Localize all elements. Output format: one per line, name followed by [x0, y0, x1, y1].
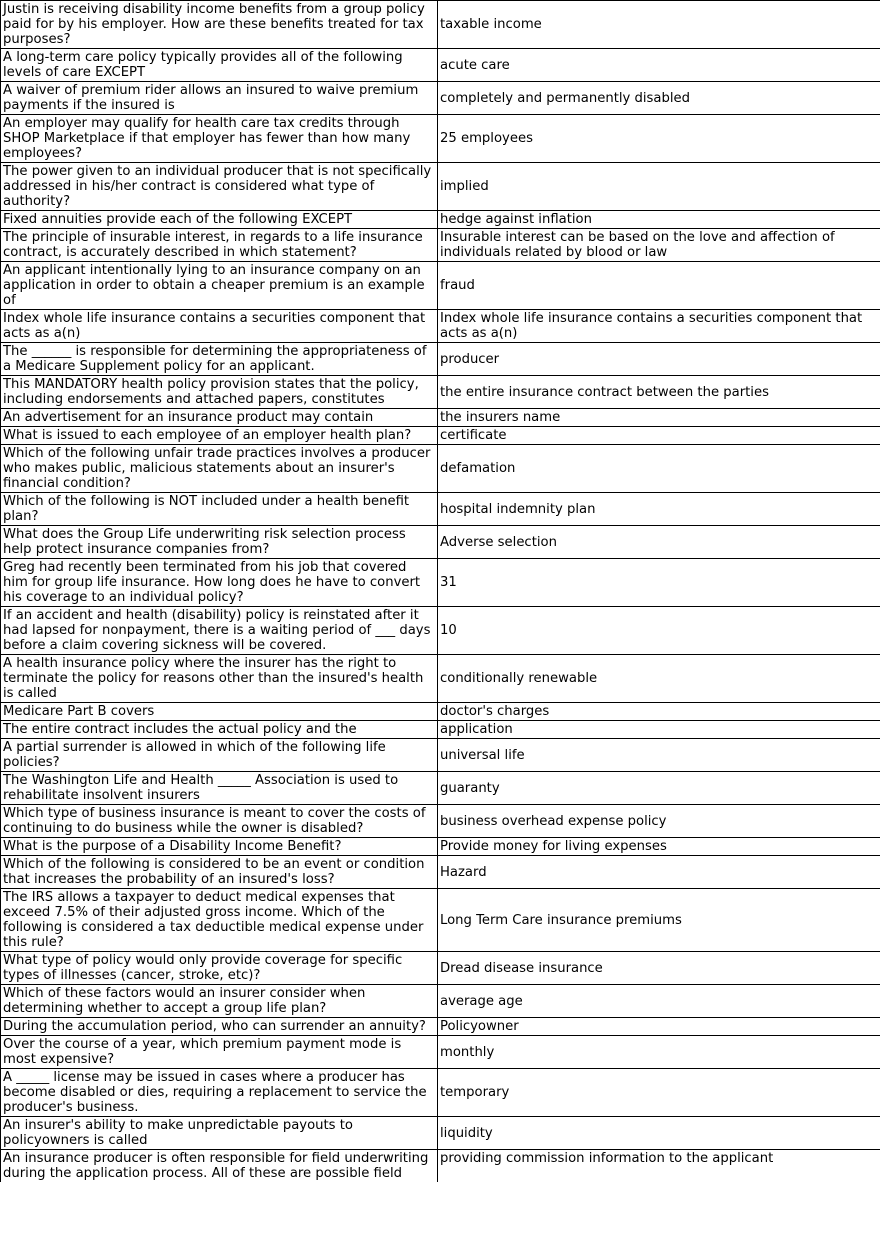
answer-cell: 31 — [438, 559, 880, 607]
table-row — [1, 115, 880, 163]
table-row — [1, 262, 880, 310]
answer-cell: conditionally renewable — [438, 655, 880, 703]
answer-cell: average age — [438, 985, 880, 1018]
question-cell: A health insurance policy where the insurer has the right to terminate the policy for reasons other than the insured's health is called — [1, 655, 438, 703]
question-cell: Justin is receiving disability income benefits from a group policy paid for by his employer. How are these benefits treated for tax purposes? — [1, 1, 438, 49]
question-cell: Which of the following is considered to be an event or condition that increases the probability of an insured's loss? — [1, 856, 438, 889]
question-cell: Greg had recently been terminated from his job that covered him for group life insurance. How long does he have to convert his coverage to an individual policy? — [1, 559, 438, 607]
question-cell: An applicant intentionally lying to an insurance company on an application in order to obtain a cheaper premium is an example of — [1, 262, 438, 310]
table-row — [1, 1, 880, 49]
question-cell: The entire contract includes the actual policy and the — [1, 721, 438, 739]
question-cell: This MANDATORY health policy provision states that the policy, including endorsements and attached papers, constitutes — [1, 376, 438, 409]
question-cell: Fixed annuities provide each of the following EXCEPT — [1, 211, 438, 229]
question-cell: Which of these factors would an insurer consider when determining whether to accept a group life plan? — [1, 985, 438, 1018]
table-row — [1, 739, 880, 772]
table-row — [1, 805, 880, 838]
question-cell: An insurer's ability to make unpredictable payouts to policyowners is called — [1, 1117, 438, 1150]
table-row — [1, 838, 880, 856]
answer-cell: the entire insurance contract between the parties — [438, 376, 880, 409]
answer-cell: Insurable interest can be based on the love and affection of individuals related by blood or law — [438, 229, 880, 262]
table-row — [1, 1018, 880, 1036]
question-cell: Which of the following is NOT included under a health benefit plan? — [1, 493, 438, 526]
table-row — [1, 211, 880, 229]
answer-cell: fraud — [438, 262, 880, 310]
question-cell: The principle of insurable interest, in regards to a life insurance contract, is accurately described in which statement? — [1, 229, 438, 262]
table-row — [1, 856, 880, 889]
answer-cell: temporary — [438, 1069, 880, 1117]
question-cell: The ______ is responsible for determining the appropriateness of a Medicare Supplement policy for an applicant. — [1, 343, 438, 376]
table-row — [1, 985, 880, 1018]
table-row — [1, 559, 880, 607]
table-row — [1, 1150, 880, 1183]
answer-cell: taxable income — [438, 1, 880, 49]
table-row — [1, 703, 880, 721]
table-row — [1, 445, 880, 493]
table-row — [1, 409, 880, 427]
question-cell: Which type of business insurance is meant to cover the costs of continuing to do business while the owner is disabled? — [1, 805, 438, 838]
answer-cell: business overhead expense policy — [438, 805, 880, 838]
answer-cell: liquidity — [438, 1117, 880, 1150]
answer-cell: Adverse selection — [438, 526, 880, 559]
table-row — [1, 655, 880, 703]
answer-cell: 10 — [438, 607, 880, 655]
answer-cell: Provide money for living expenses — [438, 838, 880, 856]
answer-cell: universal life — [438, 739, 880, 772]
table-row — [1, 49, 880, 82]
question-cell: The power given to an individual producer that is not specifically addressed in his/her contract is considered what type of authority? — [1, 163, 438, 211]
question-cell: If an accident and health (disability) policy is reinstated after it had lapsed for nonpayment, there is a waiting period of ___ days before a claim covering sickness will be covered. — [1, 607, 438, 655]
table-row — [1, 493, 880, 526]
answer-cell: completely and permanently disabled — [438, 82, 880, 115]
question-cell: An employer may qualify for health care tax credits through SHOP Marketplace if that employer has fewer than how many employees? — [1, 115, 438, 163]
question-cell: What is the purpose of a Disability Income Benefit? — [1, 838, 438, 856]
answer-cell: hospital indemnity plan — [438, 493, 880, 526]
question-cell: An advertisement for an insurance product may contain — [1, 409, 438, 427]
question-cell: A _____ license may be issued in cases where a producer has become disabled or dies, requiring a replacement to service the producer's business. — [1, 1069, 438, 1117]
answer-cell: Policyowner — [438, 1018, 880, 1036]
table-row — [1, 376, 880, 409]
answer-cell: implied — [438, 163, 880, 211]
answer-cell: Dread disease insurance — [438, 952, 880, 985]
answer-cell: Index whole life insurance contains a securities component that acts as a(n) — [438, 310, 880, 343]
answer-cell: Long Term Care insurance premiums — [438, 889, 880, 952]
table-row — [1, 607, 880, 655]
table-row — [1, 889, 880, 952]
answer-cell: acute care — [438, 49, 880, 82]
answer-cell: guaranty — [438, 772, 880, 805]
question-cell: Index whole life insurance contains a securities component that acts as a(n) — [1, 310, 438, 343]
answer-cell: 25 employees — [438, 115, 880, 163]
answer-cell: the insurers name — [438, 409, 880, 427]
question-cell: What does the Group Life underwriting risk selection process help protect insurance companies from? — [1, 526, 438, 559]
answer-cell: providing commission information to the applicant — [438, 1150, 880, 1183]
table-row — [1, 343, 880, 376]
question-cell: An insurance producer is often responsible for field underwriting during the application process. All of these are possible field — [1, 1150, 438, 1183]
qa-table-body — [1, 1, 880, 1183]
question-cell: Medicare Part B covers — [1, 703, 438, 721]
table-row — [1, 229, 880, 262]
answer-cell: certificate — [438, 427, 880, 445]
table-row — [1, 163, 880, 211]
table-row — [1, 82, 880, 115]
answer-cell: application — [438, 721, 880, 739]
question-cell: A waiver of premium rider allows an insured to waive premium payments if the insured is — [1, 82, 438, 115]
table-row — [1, 772, 880, 805]
question-cell: The IRS allows a taxpayer to deduct medical expenses that exceed 7.5% of their adjusted gross income. Which of the following is considered a tax deductible medical expense under this rule? — [1, 889, 438, 952]
question-cell: During the accumulation period, who can surrender an annuity? — [1, 1018, 438, 1036]
question-cell: What type of policy would only provide coverage for specific types of illnesses (cancer, stroke, etc)? — [1, 952, 438, 985]
question-cell: Over the course of a year, which premium payment mode is most expensive? — [1, 1036, 438, 1069]
table-row — [1, 1117, 880, 1150]
answer-cell: doctor's charges — [438, 703, 880, 721]
table-row — [1, 427, 880, 445]
question-cell: Which of the following unfair trade practices involves a producer who makes public, malicious statements about an insurer's financial condition? — [1, 445, 438, 493]
answer-cell: producer — [438, 343, 880, 376]
question-cell: What is issued to each employee of an employer health plan? — [1, 427, 438, 445]
table-row — [1, 1069, 880, 1117]
table-row — [1, 1036, 880, 1069]
answer-cell: Hazard — [438, 856, 880, 889]
answer-cell: defamation — [438, 445, 880, 493]
question-cell: A partial surrender is allowed in which of the following life policies? — [1, 739, 438, 772]
question-cell: A long-term care policy typically provides all of the following levels of care EXCEPT — [1, 49, 438, 82]
answer-cell: hedge against inflation — [438, 211, 880, 229]
question-cell: The Washington Life and Health _____ Association is used to rehabilitate insolvent insurers — [1, 772, 438, 805]
table-row — [1, 526, 880, 559]
answer-cell: monthly — [438, 1036, 880, 1069]
table-row — [1, 310, 880, 343]
table-row — [1, 952, 880, 985]
table-row — [1, 721, 880, 739]
